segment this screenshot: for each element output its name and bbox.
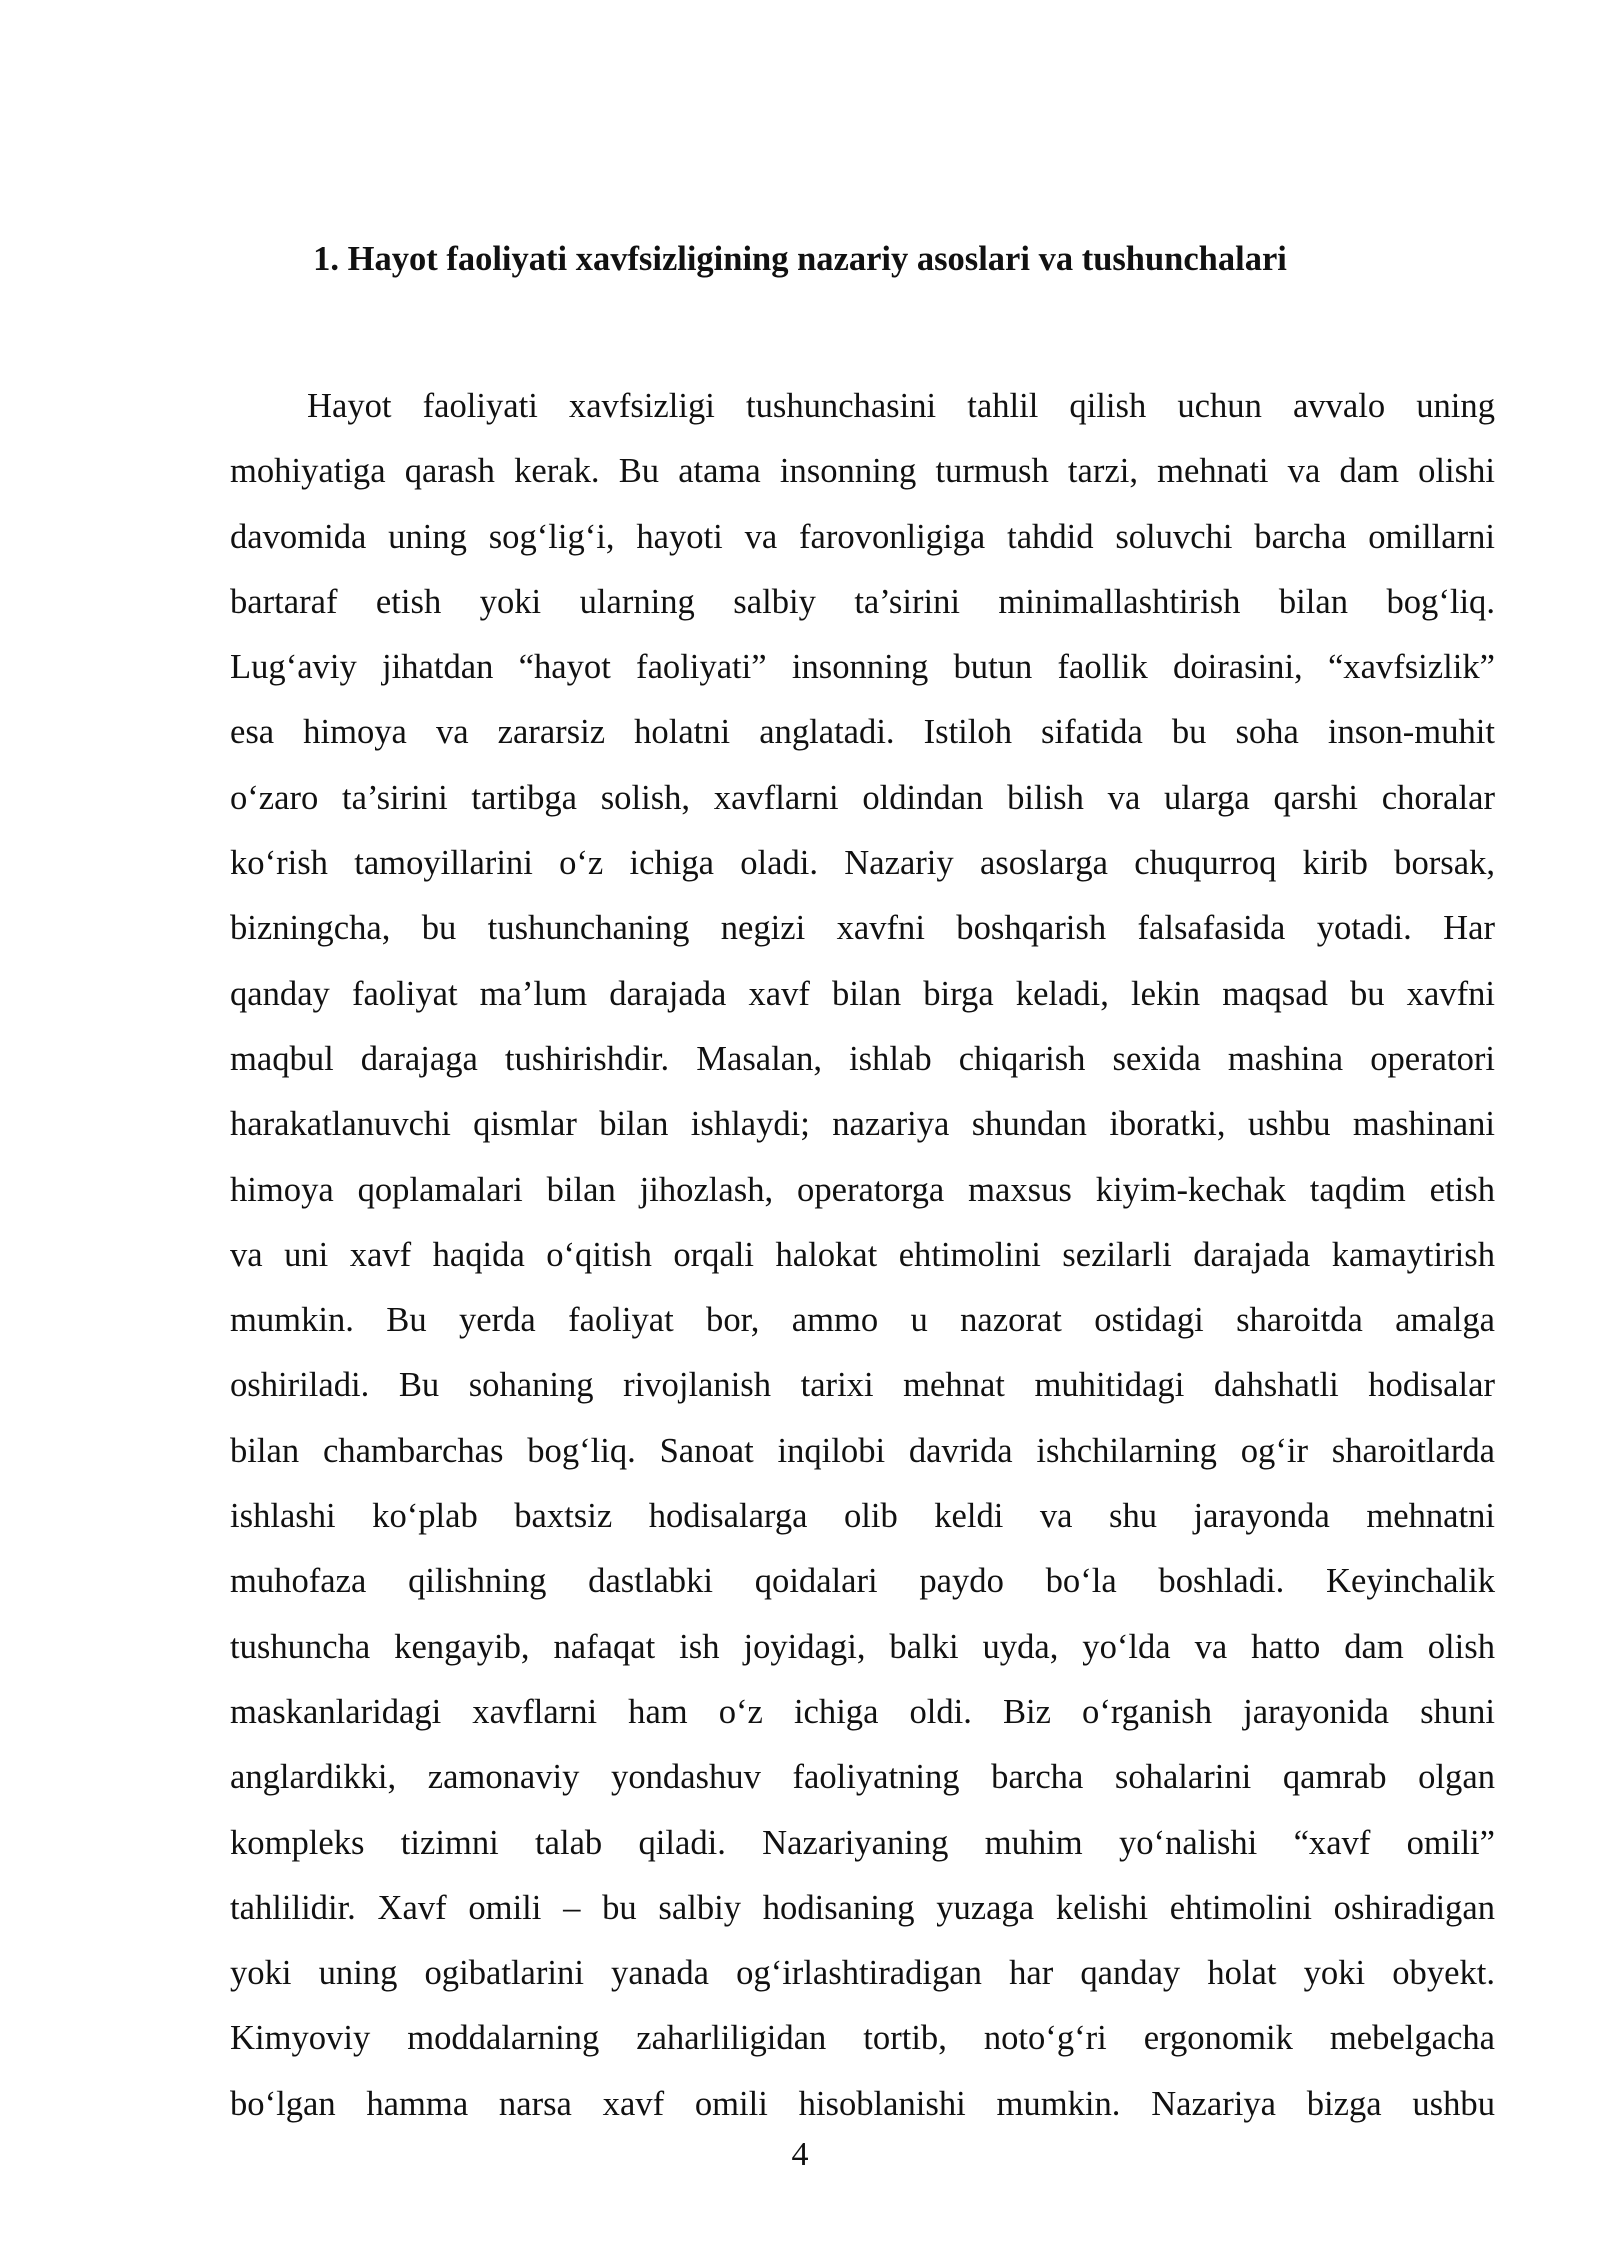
paragraph-line: mumkin. Bu yerda faoliyat bor, ammo u nazorat ostidagi sharoitda amalga [230,1301,1495,1340]
paragraph-line: Lug‘aviy jihatdan “hayot faoliyati” insonning butun faollik doirasini, “xavfsizlik” [230,648,1495,687]
paragraph-line: yoki uning ogibatlarini yanada og‘irlashtiradigan har qanday holat yoki obyekt. [230,1954,1495,1993]
paragraph-line: himoya qoplamalari bilan jihozlash, operatorga maxsus kiyim-kechak taqdim etish [230,1170,1495,1209]
paragraph-line: oshiriladi. Bu sohaning rivojlanish tarixi mehnat muhitidagi dahshatli hodisalar [230,1366,1495,1405]
paragraph-line: maqbul darajaga tushirishdir. Masalan, ishlab chiqarish sexida mashina operatori [230,1039,1495,1078]
paragraph-line: bilan chambarchas bog‘liq. Sanoat inqilobi davrida ishchilarning og‘ir sharoitlarda [230,1431,1495,1470]
body-paragraph [230,374,1495,2137]
paragraph-line: qanday faoliyat ma’lum darajada xavf bilan birga keladi, lekin maqsad bu xavfni [230,974,1495,1013]
paragraph-line: bartaraf etish yoki ularning salbiy ta’sirini minimallashtirish bilan bog‘liq. [230,582,1495,621]
paragraph-line: anglardikki, zamonaviy yondashuv faoliyatning barcha sohalarini qamrab olgan [230,1758,1495,1797]
paragraph-line: muhofaza qilishning dastlabki qoidalari paydo bo‘la boshladi. Keyinchalik [230,1562,1495,1601]
paragraph-line: tushuncha kengayib, nafaqat ish joyidagi, balki uyda, yo‘lda va hatto dam olish [230,1627,1495,1666]
page-number: 4 [791,2136,809,2173]
paragraph-line: va uni xavf haqida o‘qitish orqali halokat ehtimolini sezilarli darajada kamaytirish [230,1235,1495,1274]
paragraph-line: bo‘lgan hamma narsa xavf omili hisoblanishi mumkin. Nazariya bizga ushbu [230,2084,1495,2123]
paragraph-line: o‘zaro ta’sirini tartibga solish, xavflarni oldindan bilish va ularga qarshi choralar [230,778,1495,817]
paragraph-line: kompleks tizimni talab qiladi. Nazariyaning muhim yo‘nalishi “xavf omili” [230,1823,1495,1862]
paragraph-line: tahlilidir. Xavf omili – bu salbiy hodisaning yuzaga kelishi ehtimolini oshiradigan [230,1888,1495,1927]
paragraph-line: maskanlaridagi xavflarni ham o‘z ichiga oldi. Biz o‘rganish jarayonida shuni [230,1692,1495,1731]
paragraph-line: harakatlanuvchi qismlar bilan ishlaydi; nazariya shundan iboratki, ushbu mashinani [230,1105,1495,1144]
paragraph-line: Kimyoviy moddalarning zaharliligidan tortib, noto‘g‘ri ergonomik mebelgacha [230,2019,1495,2058]
section-heading: 1. Hayot faoliyati xavfsizligining nazariy asoslari va tushunchalari [313,240,1287,278]
paragraph-line: Hayot faoliyati xavfsizligi tushunchasini tahlil qilish uchun avvalo uning [307,387,1495,425]
paragraph-line: davomida uning sog‘lig‘i, hayoti va farovonligiga tahdid soluvchi barcha omillarni [230,517,1495,556]
paragraph-line: bizningcha, bu tushunchaning negizi xavfni boshqarish falsafasida yotadi. Har [230,909,1495,948]
paragraph-line: mohiyatiga qarash kerak. Bu atama insonning turmush tarzi, mehnati va dam olishi [230,452,1495,491]
paragraph-line: ko‘rish tamoyillarini o‘z ichiga oladi. Nazariy asoslarga chuqurroq kirib borsak, [230,844,1495,883]
paragraph-line: esa himoya va zararsiz holatni anglatadi. Istiloh sifatida bu soha inson-muhit [230,713,1495,752]
paragraph-line: ishlashi ko‘plab baxtsiz hodisalarga olib keldi va shu jarayonda mehnatni [230,1497,1495,1536]
